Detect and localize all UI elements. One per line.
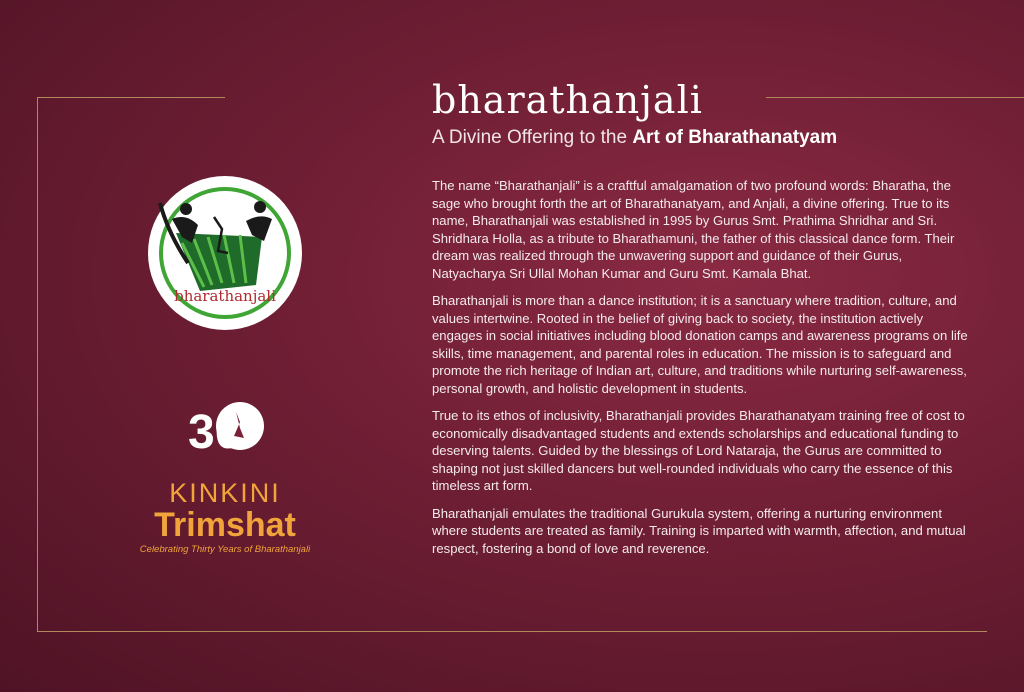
paragraph-3: True to its ethos of inclusivity, Bharathanjali provides Bharathanatyam training free of cost to economically disadvantaged students and extends scholarships and educational funding to deserving talents. Guided by the blessings of Lord Nataraja, the Gurus are committed to shaping not just skilled dancers but well-rounded individuals who carry the essence of this timeless art form. [432,408,965,493]
anniversary-tagline: Celebrating Thirty Years of Bharathanjali [139,544,311,555]
page-subtitle [432,127,837,149]
frame-top-right-line [766,97,1024,98]
kinkini-text: KINKINI [169,478,281,508]
paragraph-1: The name “Bharathanjali” is a craftful amalgamation of two profound words: Bharatha, the sage who brought forth the art of Bharathanatyam, and Anjali, a divine offering. True to its name, Bharathanjali was established in 1995 by Gurus Smt. Prathima Shridhar and Sri. Shridhara Holla, as a tribute to Bharathamuni, the father of this classical dance form. Their dream was realized through the unwavering support and guidance of their Gurus, Natyacharya Sri Ullal Mohan Kumar and Guru Smt. Kamala Bhat. [432,178,955,281]
paragraph-4: Bharathanjali emulates the traditional Gurukula system, offering a nurturing environment where students are treated as family. Training is imparted with warmth, affection, and mutual respect, fostering a bond of love and reverence. [432,505,966,556]
subtitle-bold: Art of Bharathanatyam [632,127,838,148]
kinkini-trimshat-logo [130,478,320,555]
frame-top-left-line [37,97,225,98]
paragraph-2: Bharathanjali is more than a dance institution; it is a sanctuary where tradition, culture, and values intertwine. Rooted in the belief of giving back to society, the institution actively engages in social initiatives including blood donation camps and awareness programs on life skills, time management, and parental roles in education. The mission is to safeguard and promote the rich heritage of Indian art, culture, and traditions while nurturing self-awareness, personal growth, and holistic development in students. [432,293,968,396]
subtitle-prefix: A Divine Offering to the [432,127,628,148]
page-title: bharathanjali [432,78,703,122]
thirty-years-badge [186,392,266,472]
frame-left-line [37,97,38,632]
logo-text: bharathanjali [174,287,276,305]
trimshat-text: Trimshat [154,506,296,544]
body-text [432,177,968,567]
logo-graphic [138,173,312,333]
frame-bottom-line [37,631,987,632]
thirty-badge-graphic [186,392,266,472]
badge-number: 30 [188,406,242,459]
bharathanjali-logo [138,173,312,333]
